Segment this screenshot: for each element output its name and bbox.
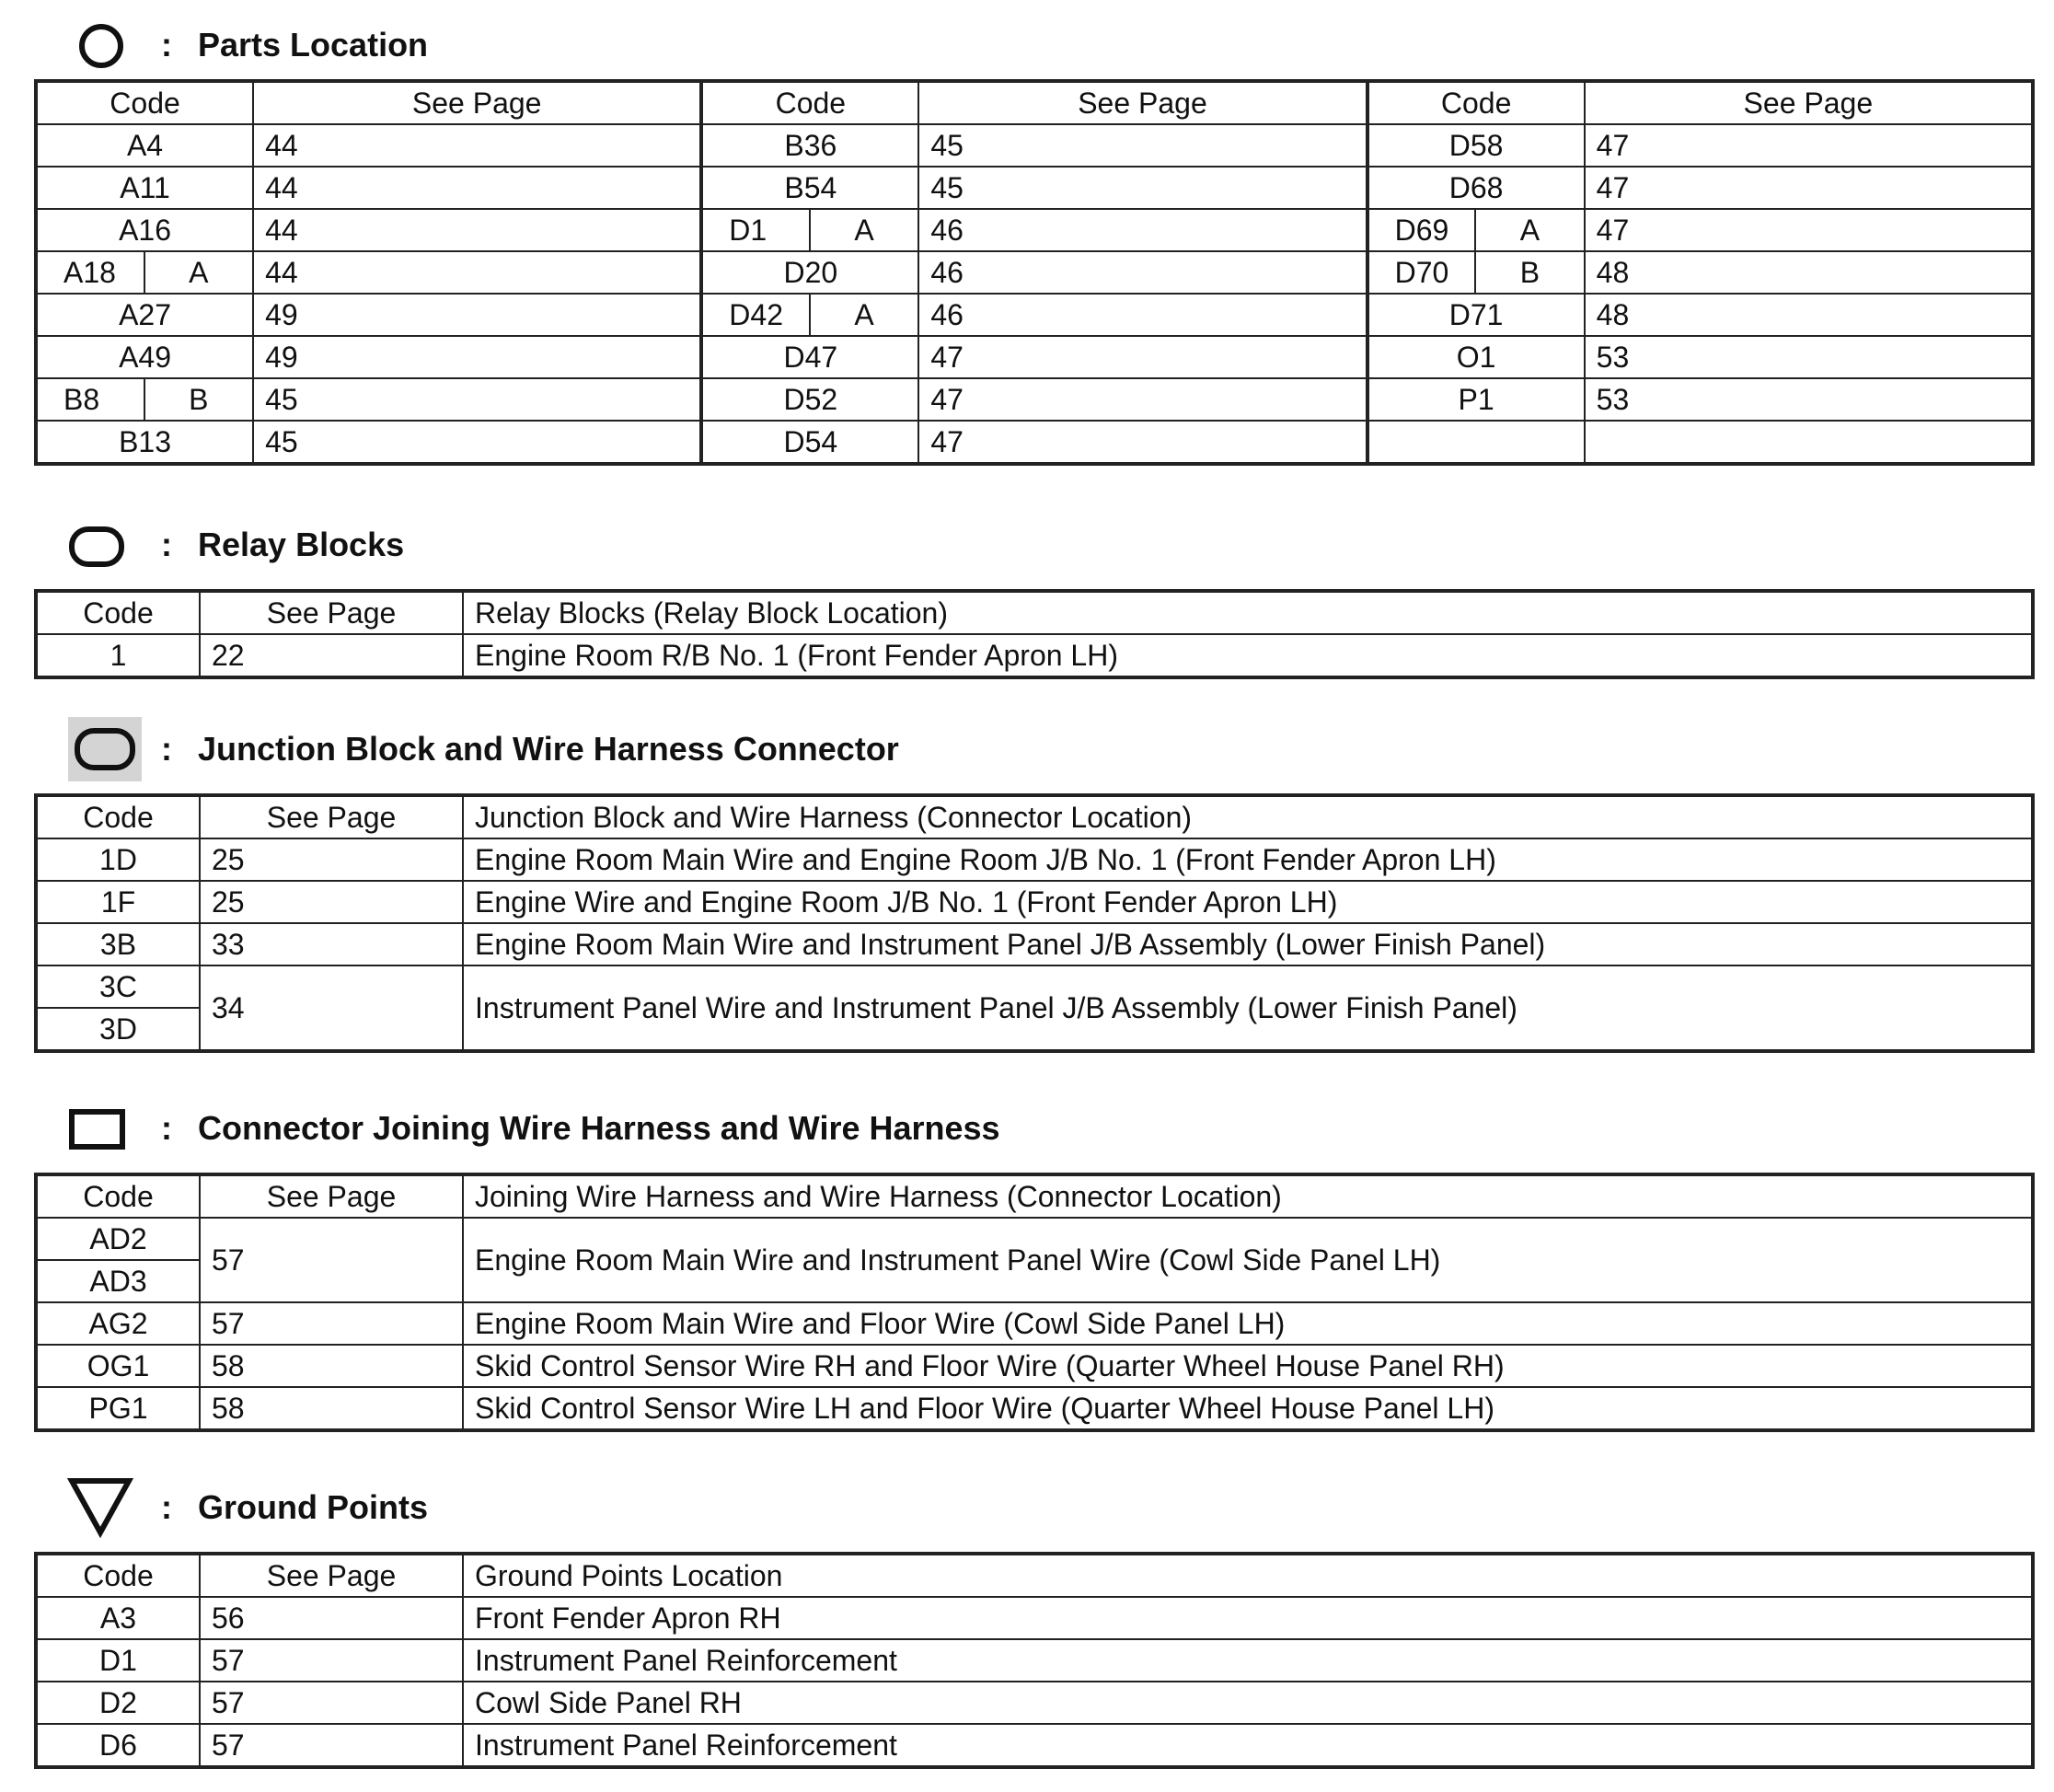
code-cell: D47 — [701, 336, 918, 378]
table-row — [36, 1387, 2033, 1430]
code-cell: B36 — [701, 124, 918, 167]
parts-location-heading — [64, 13, 428, 77]
page-cell: 47 — [1585, 124, 2033, 167]
code-sub-cell: B — [1475, 251, 1585, 294]
table-row — [36, 124, 2033, 167]
relay-blocks-table — [34, 589, 2035, 679]
col-header: Code — [36, 795, 200, 838]
desc-cell: Instrument Panel Reinforcement — [463, 1724, 2033, 1767]
page-cell: 48 — [1585, 294, 2033, 336]
desc-cell: Cowl Side Panel RH — [463, 1682, 2033, 1724]
col-header: Code — [701, 81, 918, 124]
col-header: Junction Block and Wire Harness (Connector Location) — [463, 795, 2033, 838]
col-header: See Page — [200, 795, 463, 838]
page-cell: 45 — [253, 421, 701, 464]
code-cell: D70 — [1367, 251, 1476, 294]
code-cell: D1 — [701, 209, 810, 251]
code-cell: A27 — [36, 294, 253, 336]
page-cell: 56 — [200, 1597, 463, 1639]
code-sub-cell: A — [810, 209, 919, 251]
page-cell: 58 — [200, 1345, 463, 1387]
table-row — [36, 1639, 2033, 1682]
col-header: Code — [36, 1554, 200, 1597]
desc-cell: Front Fender Apron RH — [463, 1597, 2033, 1639]
desc-cell: Skid Control Sensor Wire LH and Floor Wire (Quarter Wheel House Panel LH) — [463, 1387, 2033, 1430]
code-cell: B13 — [36, 421, 253, 464]
code-cell: D69 — [1367, 209, 1476, 251]
code-cell: A11 — [36, 167, 253, 209]
table-row — [36, 294, 2033, 336]
page-cell: 46 — [918, 209, 1367, 251]
page-cell: 53 — [1585, 378, 2033, 421]
col-header: See Page — [200, 1174, 463, 1218]
page-cell: 45 — [918, 124, 1367, 167]
code-cell: A49 — [36, 336, 253, 378]
page-cell: 57 — [200, 1682, 463, 1724]
table-row — [36, 421, 2033, 464]
table-header-row — [36, 591, 2033, 634]
desc-cell: Engine Room Main Wire and Instrument Panel Wire (Cowl Side Panel LH) — [463, 1218, 2033, 1302]
page-cell: 44 — [253, 251, 701, 294]
code-cell: AD2 — [36, 1218, 200, 1260]
page-cell: 46 — [918, 294, 1367, 336]
desc-cell: Engine Room Main Wire and Engine Room J/B No. 1 (Front Fender Apron LH) — [463, 838, 2033, 881]
col-header: Code — [36, 591, 200, 634]
page-cell: 25 — [200, 838, 463, 881]
col-header: See Page — [253, 81, 701, 124]
code-cell: A16 — [36, 209, 253, 251]
code-sub-cell: A — [144, 251, 254, 294]
desc-cell: Instrument Panel Reinforcement — [463, 1639, 2033, 1682]
table-row — [36, 336, 2033, 378]
rounded-rect-symbol-icon — [64, 513, 147, 577]
table-row — [36, 209, 2033, 251]
page-cell: 33 — [200, 923, 463, 965]
col-header: See Page — [1585, 81, 2033, 124]
section-title: Ground Points — [198, 1488, 428, 1526]
section-title: Relay Blocks — [198, 526, 405, 563]
triangle-symbol-icon — [64, 1475, 147, 1540]
desc-cell: Skid Control Sensor Wire RH and Floor Wire (Quarter Wheel House Panel RH) — [463, 1345, 2033, 1387]
desc-cell: Engine Wire and Engine Room J/B No. 1 (Front Fender Apron LH) — [463, 881, 2033, 923]
page-cell: 48 — [1585, 251, 2033, 294]
ground-points-heading — [64, 1475, 428, 1540]
code-cell: B8 — [36, 378, 144, 421]
page-cell: 44 — [253, 167, 701, 209]
table-header-row — [36, 1554, 2033, 1597]
code-cell: D42 — [701, 294, 810, 336]
page-cell: 47 — [918, 421, 1367, 464]
code-cell: 1D — [36, 838, 200, 881]
code-cell: A18 — [36, 251, 144, 294]
col-header: Ground Points Location — [463, 1554, 2033, 1597]
code-cell: D71 — [1367, 294, 1585, 336]
table-row — [36, 1682, 2033, 1724]
page-cell — [1585, 421, 2033, 464]
code-cell: 3B — [36, 923, 200, 965]
circle-symbol-icon — [64, 13, 147, 77]
code-cell: B54 — [701, 167, 918, 209]
table-row — [36, 881, 2033, 923]
page-cell: 45 — [918, 167, 1367, 209]
ground-points-table — [34, 1552, 2035, 1769]
code-cell — [1367, 421, 1585, 464]
page-cell: 47 — [918, 378, 1367, 421]
col-header: See Page — [200, 1554, 463, 1597]
table-row — [36, 1597, 2033, 1639]
table-header-row — [36, 81, 2033, 124]
code-cell: P1 — [1367, 378, 1585, 421]
connector-joining-table — [34, 1173, 2035, 1432]
separator: : — [161, 526, 172, 563]
table-row — [36, 838, 2033, 881]
table-row — [36, 1218, 2033, 1260]
table-row — [36, 965, 2033, 1008]
page-cell: 45 — [253, 378, 701, 421]
code-cell: PG1 — [36, 1387, 200, 1430]
code-cell: D20 — [701, 251, 918, 294]
relay-blocks-heading — [64, 513, 404, 577]
junction-block-heading — [64, 717, 899, 781]
code-cell: OG1 — [36, 1345, 200, 1387]
code-cell: D68 — [1367, 167, 1585, 209]
code-cell: D1 — [36, 1639, 200, 1682]
table-row — [36, 378, 2033, 421]
connector-joining-heading — [64, 1096, 1000, 1161]
code-cell: AG2 — [36, 1302, 200, 1345]
code-cell: A3 — [36, 1597, 200, 1639]
col-header: Relay Blocks (Relay Block Location) — [463, 591, 2033, 634]
section-title: Junction Block and Wire Harness Connector — [198, 730, 899, 768]
code-cell: D54 — [701, 421, 918, 464]
table-row — [36, 251, 2033, 294]
section-title: Parts Location — [198, 26, 429, 64]
page-cell: 53 — [1585, 336, 2033, 378]
code-cell: O1 — [1367, 336, 1585, 378]
table-header-row — [36, 795, 2033, 838]
table-row — [36, 634, 2033, 677]
page-cell: 57 — [200, 1724, 463, 1767]
desc-cell: Engine Room Main Wire and Instrument Panel J/B Assembly (Lower Finish Panel) — [463, 923, 2033, 965]
section-title: Connector Joining Wire Harness and Wire Harness — [198, 1109, 1000, 1147]
code-cell: 1F — [36, 881, 200, 923]
table-row — [36, 923, 2033, 965]
junction-block-table — [34, 793, 2035, 1053]
code-cell: 3C — [36, 965, 200, 1008]
page-cell: 34 — [200, 965, 463, 1051]
page-cell: 57 — [200, 1302, 463, 1345]
code-sub-cell: B — [144, 378, 254, 421]
col-header: Code — [1367, 81, 1585, 124]
table-row — [36, 1724, 2033, 1767]
separator: : — [161, 730, 172, 768]
desc-cell: Engine Room Main Wire and Floor Wire (Cowl Side Panel LH) — [463, 1302, 2033, 1345]
desc-cell: Instrument Panel Wire and Instrument Panel J/B Assembly (Lower Finish Panel) — [463, 965, 2033, 1051]
page-cell: 49 — [253, 294, 701, 336]
table-row — [36, 1345, 2033, 1387]
col-header: Code — [36, 1174, 200, 1218]
page-cell: 49 — [253, 336, 701, 378]
table-row — [36, 167, 2033, 209]
parts-location-table — [34, 79, 2035, 466]
page-cell: 47 — [1585, 209, 2033, 251]
page-cell: 44 — [253, 124, 701, 167]
page-cell: 58 — [200, 1387, 463, 1430]
page-cell: 57 — [200, 1639, 463, 1682]
page-cell: 25 — [200, 881, 463, 923]
shaded-rounded-rect-symbol-icon — [64, 717, 147, 781]
table-row — [36, 1302, 2033, 1345]
col-header: See Page — [918, 81, 1367, 124]
code-cell: A4 — [36, 124, 253, 167]
code-cell: D52 — [701, 378, 918, 421]
code-cell: D2 — [36, 1682, 200, 1724]
page-cell: 57 — [200, 1218, 463, 1302]
col-header: Joining Wire Harness and Wire Harness (Connector Location) — [463, 1174, 2033, 1218]
code-sub-cell: A — [810, 294, 919, 336]
page-cell: 22 — [200, 634, 463, 677]
col-header: Code — [36, 81, 253, 124]
separator: : — [161, 1109, 172, 1147]
separator: : — [161, 1488, 172, 1526]
code-cell: 1 — [36, 634, 200, 677]
code-sub-cell: A — [1475, 209, 1585, 251]
page-cell: 46 — [918, 251, 1367, 294]
square-rect-symbol-icon — [64, 1096, 147, 1161]
page-cell: 44 — [253, 209, 701, 251]
code-cell: AD3 — [36, 1260, 200, 1302]
code-cell: D58 — [1367, 124, 1585, 167]
col-header: See Page — [200, 591, 463, 634]
code-cell: 3D — [36, 1008, 200, 1051]
separator: : — [161, 26, 172, 64]
table-header-row — [36, 1174, 2033, 1218]
page-cell: 47 — [918, 336, 1367, 378]
desc-cell: Engine Room R/B No. 1 (Front Fender Apron LH) — [463, 634, 2033, 677]
code-cell: D6 — [36, 1724, 200, 1767]
page-cell: 47 — [1585, 167, 2033, 209]
